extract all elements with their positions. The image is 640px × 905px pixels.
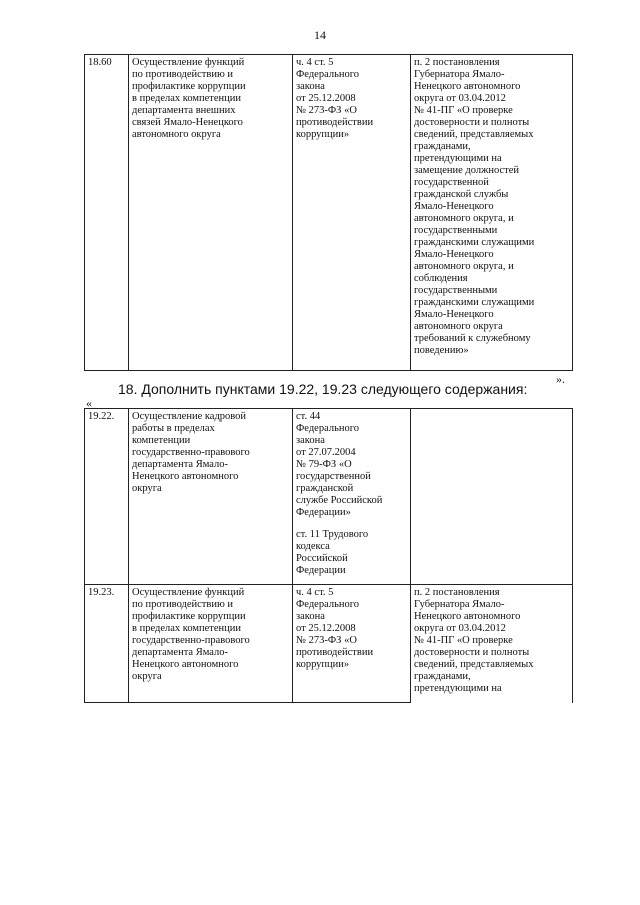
amendment-text: 18. Дополнить пунктами 19.22, 19.23 следующего содержания: (118, 381, 528, 397)
table-row (85, 55, 573, 371)
closing-quote: ». (556, 372, 565, 386)
item-number: 18.60 (85, 55, 129, 371)
table-row (85, 409, 573, 585)
legal-basis: ч. 4 ст. 5 Федерального закона от 25.12.2008 № 273-ФЗ «О противодействии коррупции» (293, 55, 411, 371)
table-section-19 (84, 408, 573, 703)
regulatory-act: п. 2 постановления Губернатора Ямало- Ненецкого автономного округа от 03.04.2012 № 41-ПГ «О проверке достоверности и полноты сведений, представляемых гражданами, претендующими на (411, 585, 573, 703)
legal-basis-law: ст. 44 Федерального закона от 27.07.2004 № 79-ФЗ «О государственной гражданской службе Российской Федерации» (296, 411, 383, 518)
table-section-18 (84, 54, 573, 371)
regulatory-act (411, 409, 573, 585)
opening-quote: « (86, 396, 92, 410)
function-description: Осуществление функций по противодействию и профилактике коррупции в пределах компетенции государственно-правового департамента Ямало- Ненецкого автономного округа (129, 585, 293, 703)
item-number: 19.22. (85, 409, 129, 585)
item-number: 19.23. (85, 585, 129, 703)
regulatory-act: п. 2 постановления Губернатора Ямало- Ненецкого автономного округа от 03.04.2012 № 41-ПГ «О проверке достоверности и полноты сведений, представляемых гражданами, претендующими на замещение должностей государственной гражданской службы Ямало-Ненецкого автономного округа, и государственными гражданскими служащими Ямало-Ненецкого автономного округа, и соблюдения государственными гражданскими служащими Ямало-Ненецкого автономного округа требований к служебному поведению» (411, 55, 573, 371)
function-description: Осуществление кадровой работы в пределах компетенции государственно-правового департамента Ямало- Ненецкого автономного округа (129, 409, 293, 585)
legal-basis: ч. 4 ст. 5 Федерального закона от 25.12.2008 № 273-ФЗ «О противодействии коррупции» (293, 585, 411, 703)
function-description: Осуществление функций по противодействию и профилактике коррупции в пределах компетенции департамента внешних связей Ямало-Ненецкого автономного округа (129, 55, 293, 371)
legal-basis-labor-code: ст. 11 Трудового кодекса Российской Федерации (296, 529, 369, 576)
table-row (85, 585, 573, 703)
legal-basis (293, 409, 411, 585)
page-number: 14 (314, 28, 326, 42)
